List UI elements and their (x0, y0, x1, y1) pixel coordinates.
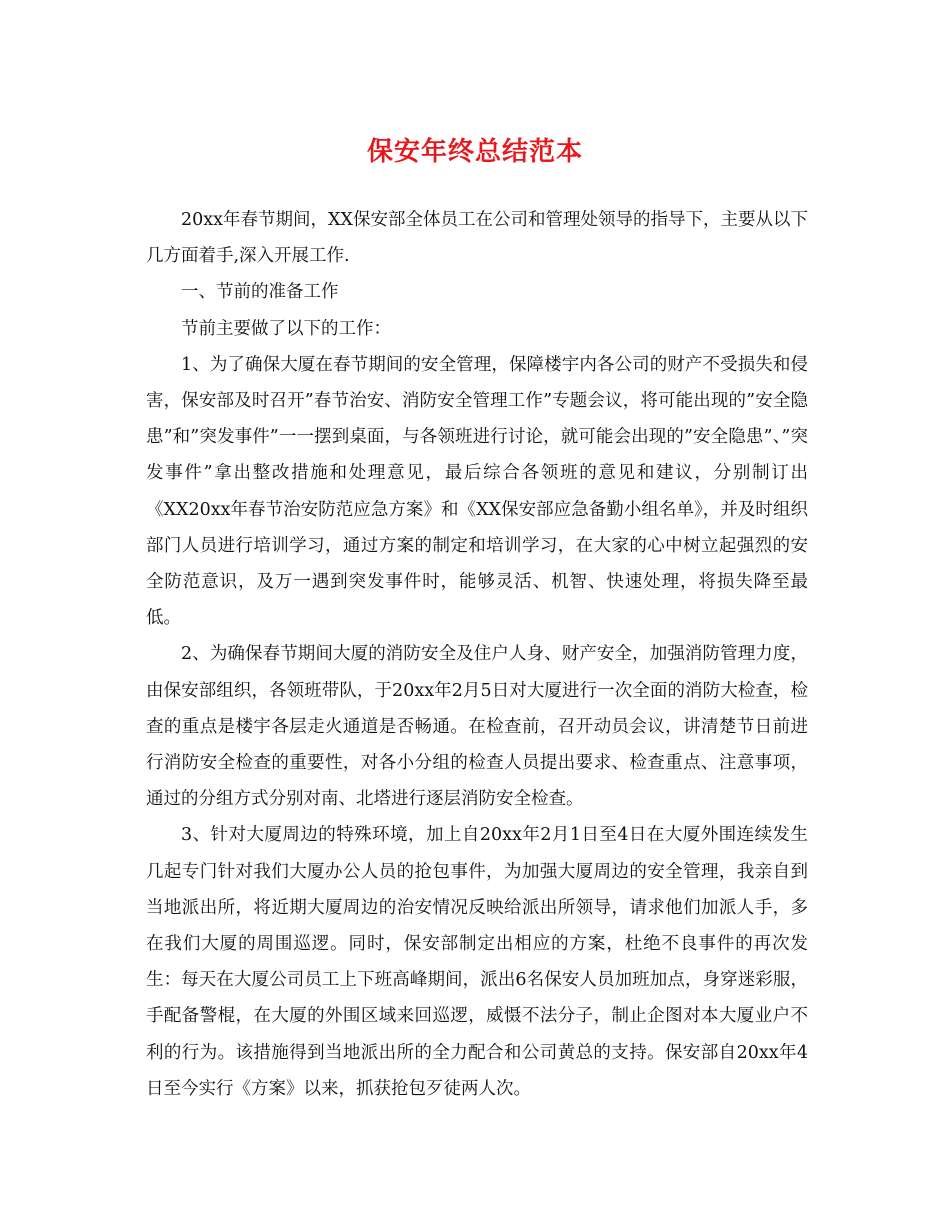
document-body (146, 202, 808, 1107)
paragraph-item-3: 3、针对大厦周边的特殊环境，加上自20xx年2月1日至4日在大厦外围连续发生几起专门针对我们大厦办公人员的抢包事件，为加强大厦周边的安全管理，我亲自到当地派出所，将近期大厦周边的治安情况反映给派出所领导，请求他们加派人手，多在我们大厦的周围巡逻。同时，保安部制定出相应的方案，杜绝不良事件的再次发生：每天在大厦公司员工上下班高峰期间，派出6名保安人员加班加点，身穿迷彩服，手配备警棍，在大厦的外围区域来回巡逻，威慑不法分子，制止企图对本大厦业户不利的行为。该措施得到当地派出所的全力配合和公司黄总的支持。保安部自20xx年4日至今实行《方案》以来，抓获抢包歹徒两人次。 (146, 825, 808, 1099)
document-title: 保安年终总结范本 (366, 137, 583, 167)
paragraph-item-2: 2、为确保春节期间大厦的消防安全及住户人身、财产安全，加强消防管理力度，由保安部组织，各领班带队，于20xx年2月5日对大厦进行一次全面的消防大检查，检查的重点是楼宇各层走火通道是否畅通。在检查前，召开动员会议，讲清楚节日前进行消防安全检查的重要性，对各小分组的检查人员提出要求、检查重点、注意事项，通过的分组方式分别对南、北塔进行逐层消防安全检查。 (146, 644, 808, 810)
paragraph-intro: 20xx年春节期间，XX保安部全体员工在公司和管理处领导的指导下，主要从以下几方面着手,深入开展工作. (146, 210, 808, 267)
paragraph-lead: 节前主要做了以下的工作： (181, 318, 391, 339)
paragraph-item-1: 1、为了确保大厦在春节期间的安全管理，保障楼宇内各公司的财产不受损失和侵害，保安部及时召开”春节治安、消防安全管理工作”专题会议，将可能出现的”安全隐患”和”突发事件”一一摆到桌面，与各领班进行讨论，就可能会出现的”安全隐患”、”突发事件”拿出整改措施和处理意见，最后综合各领班的意见和建议，分别制订出《XX20xx年春节治安防范应急方案》和《XX保安部应急备勤小组名单》，并及时组织部门人员进行培训学习，通过方案的制定和培训学习，在大家的心中树立起强烈的安全防范意识，及万一遇到突发事件时，能够灵活、机智、快速处理，将损失降至最低。 (146, 354, 808, 629)
section-heading: 一、节前的准备工作 (181, 282, 339, 303)
